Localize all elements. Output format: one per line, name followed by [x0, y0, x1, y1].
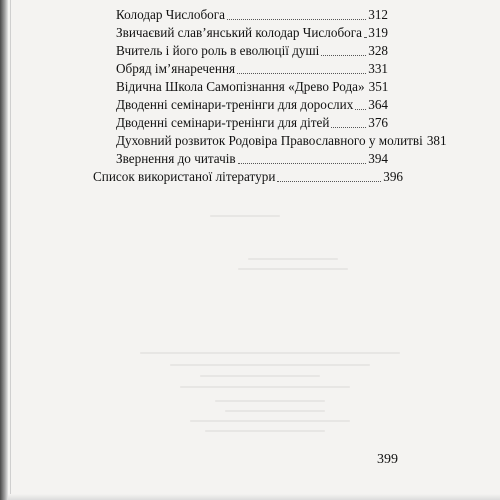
toc-entry-page: 331: [368, 61, 388, 76]
toc-leader-dots: [355, 109, 366, 110]
toc-entry-title: Колодар Числобога: [116, 7, 226, 22]
toc-entry-title: Дводенні семінари-тренінги для дітей: [116, 115, 330, 130]
toc-entry-title: Звернення до читачів: [116, 151, 236, 166]
toc-entry-title: Дводенні семінари-тренінги для дорослих: [116, 97, 354, 112]
book-spine-shadow: [0, 0, 8, 500]
toc-leader-dots: [237, 73, 366, 74]
toc-leader-dots: [277, 181, 381, 182]
toc-entry-title: Обряд ім’янаречення: [116, 61, 236, 76]
toc-entry: [116, 60, 388, 78]
toc-entry: [93, 168, 403, 186]
toc-entry-page: 376: [368, 115, 388, 130]
toc-leader-dots: [331, 127, 366, 128]
page-number: 399: [377, 452, 398, 467]
binding-line: [10, 0, 11, 500]
toc-entry: [116, 42, 388, 60]
toc-entry: [116, 114, 388, 132]
toc-entry-page: 351: [368, 79, 389, 94]
toc-entry-title: Вчитель і його роль в еволюції душі: [116, 43, 320, 58]
toc-entry-page: 364: [368, 97, 388, 112]
toc-entry-page: 328: [368, 43, 388, 58]
toc-entry-page: 312: [368, 7, 388, 22]
toc-entry-title: Звичаєвий слав’янський колодар Числобога: [116, 25, 363, 40]
toc-entry-page: 394: [368, 151, 388, 166]
toc-entry: [116, 24, 388, 42]
toc-leader-dots: [227, 19, 366, 20]
toc-entry-page: 396: [383, 169, 403, 184]
toc-leader-dots: [364, 37, 366, 38]
toc-entry: [116, 150, 388, 168]
toc-entry: [116, 6, 388, 24]
toc-entry: [116, 78, 388, 96]
toc-entry-page: 319: [368, 25, 388, 40]
toc-entry: [116, 132, 447, 150]
paper-bottom-edge: [8, 494, 500, 500]
toc-entry-title: Відична Школа Самопізнання «Древо Рода»: [116, 79, 365, 94]
toc-entry-page: 381: [426, 133, 447, 148]
toc-leader-dots: [238, 163, 367, 164]
toc-entry: [116, 96, 388, 114]
toc-entry-title: Список використаної літератури: [93, 169, 276, 184]
toc-entry-title: Духовний розвиток Родовіра Православного у молитві: [116, 133, 423, 148]
toc-leader-dots: [321, 55, 366, 56]
